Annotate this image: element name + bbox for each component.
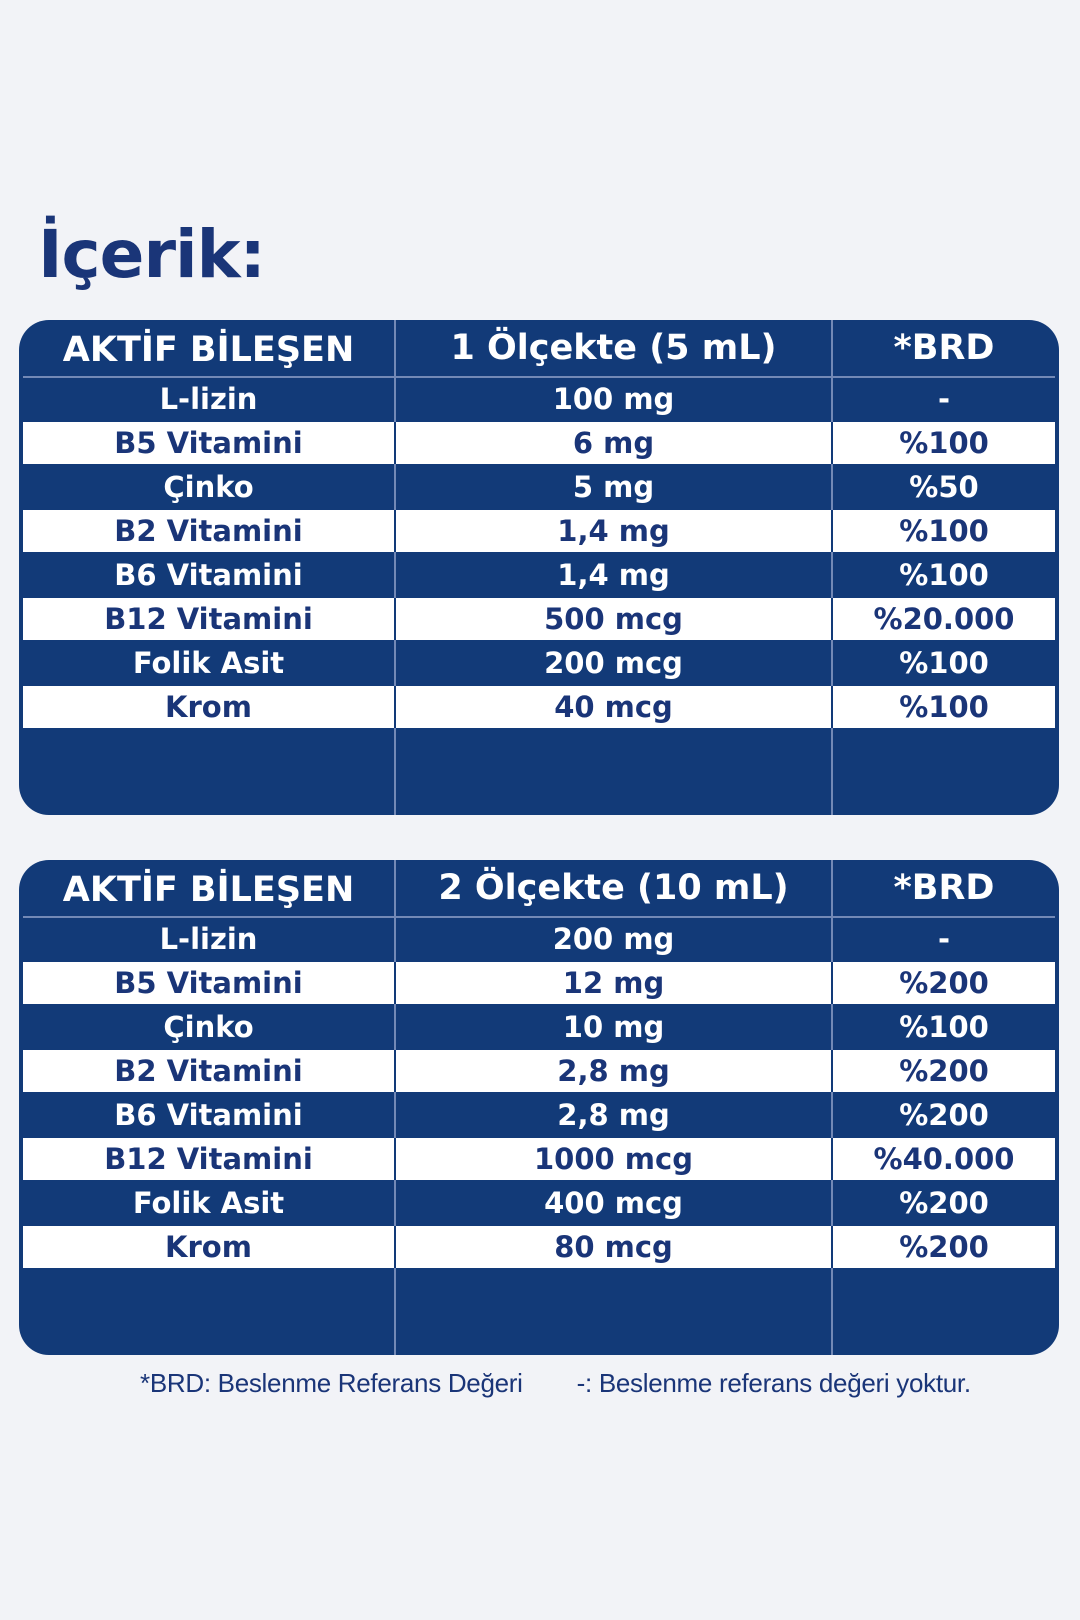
table-row xyxy=(23,642,1055,684)
ingredient-amount: 10 mg xyxy=(562,1010,665,1044)
ingredient-name: B5 Vitamini xyxy=(114,426,303,460)
ingredients-table-2-scoops xyxy=(19,860,1059,1355)
ingredient-name: Çinko xyxy=(163,1010,254,1044)
ingredient-name: Krom xyxy=(165,1230,252,1264)
ingredient-brd: %100 xyxy=(899,646,989,680)
ingredient-brd: %100 xyxy=(899,1010,989,1044)
header-amount: 1 Ölçekte (5 mL) xyxy=(450,328,777,368)
table-row xyxy=(23,510,1055,552)
table-row xyxy=(23,1050,1055,1092)
ingredient-brd: %50 xyxy=(909,470,979,504)
table-row xyxy=(23,962,1055,1004)
footnote-brd-definition: *BRD: Beslenme Referans Değeri xyxy=(140,1368,523,1398)
ingredient-brd: %40.000 xyxy=(873,1142,1015,1176)
table-row xyxy=(23,1138,1055,1180)
ingredient-name: Çinko xyxy=(163,470,254,504)
ingredient-brd: %100 xyxy=(899,514,989,548)
ingredient-amount: 5 mg xyxy=(572,470,655,504)
ingredient-amount: 2,8 mg xyxy=(557,1098,670,1132)
ingredient-amount: 1,4 mg xyxy=(557,514,670,548)
ingredient-amount: 500 mcg xyxy=(544,602,683,636)
table-row xyxy=(23,918,1055,960)
ingredient-brd: %20.000 xyxy=(873,602,1015,636)
table-row xyxy=(23,1182,1055,1224)
header-brd: *BRD xyxy=(893,328,995,368)
ingredient-amount: 200 mg xyxy=(552,922,675,956)
ingredient-amount: 100 mg xyxy=(552,382,675,416)
footnote-dash-definition: -: Beslenme referans değeri yoktur. xyxy=(576,1368,971,1398)
ingredient-brd: - xyxy=(937,382,951,416)
table-row xyxy=(23,1094,1055,1136)
ingredient-brd: %100 xyxy=(899,426,989,460)
ingredient-amount: 80 mcg xyxy=(554,1230,673,1264)
ingredient-brd: - xyxy=(937,922,951,956)
row-divider xyxy=(23,916,1055,918)
ingredient-name: Folik Asit xyxy=(132,1186,285,1220)
table-row xyxy=(23,1226,1055,1268)
ingredient-brd: %100 xyxy=(899,690,989,724)
table-header-row xyxy=(23,860,1055,916)
ingredient-brd: %200 xyxy=(899,1230,989,1264)
ingredient-name: Folik Asit xyxy=(132,646,285,680)
ingredient-brd: %100 xyxy=(899,558,989,592)
ingredients-table-1-scoop xyxy=(19,320,1059,815)
ingredient-name: L-lizin xyxy=(159,382,258,416)
ingredient-brd: %200 xyxy=(899,966,989,1000)
ingredient-amount: 200 mcg xyxy=(544,646,683,680)
ingredient-amount: 400 mcg xyxy=(544,1186,683,1220)
ingredient-amount: 1,4 mg xyxy=(557,558,670,592)
header-amount: 2 Ölçekte (10 mL) xyxy=(438,868,789,908)
ingredient-brd: %200 xyxy=(899,1054,989,1088)
ingredient-amount: 12 mg xyxy=(562,966,665,1000)
ingredient-name: B12 Vitamini xyxy=(104,602,313,636)
ingredient-amount: 40 mcg xyxy=(554,690,673,724)
page-title: İçerik: xyxy=(38,216,265,293)
ingredient-amount: 2,8 mg xyxy=(557,1054,670,1088)
table-row xyxy=(23,422,1055,464)
table-row xyxy=(23,378,1055,420)
ingredient-brd: %200 xyxy=(899,1186,989,1220)
header-active-ingredient: AKTİF BİLEŞEN xyxy=(62,330,355,370)
ingredient-name: B6 Vitamini xyxy=(114,558,303,592)
row-divider xyxy=(23,376,1055,378)
table-header-row xyxy=(23,320,1055,376)
ingredient-name: B6 Vitamini xyxy=(114,1098,303,1132)
ingredient-brd: %200 xyxy=(899,1098,989,1132)
ingredient-name: B5 Vitamini xyxy=(114,966,303,1000)
ingredient-name: B12 Vitamini xyxy=(104,1142,313,1176)
table-row xyxy=(23,1006,1055,1048)
ingredient-name: B2 Vitamini xyxy=(114,514,303,548)
ingredient-name: Krom xyxy=(165,690,252,724)
table-row xyxy=(23,466,1055,508)
ingredient-name: L-lizin xyxy=(159,922,258,956)
header-active-ingredient: AKTİF BİLEŞEN xyxy=(62,870,355,910)
ingredient-name: B2 Vitamini xyxy=(114,1054,303,1088)
table-row xyxy=(23,598,1055,640)
header-brd: *BRD xyxy=(893,868,995,908)
ingredient-amount: 6 mg xyxy=(572,426,655,460)
ingredient-amount: 1000 mcg xyxy=(534,1142,693,1176)
table-row xyxy=(23,686,1055,728)
footnote xyxy=(140,1368,971,1399)
table-row xyxy=(23,554,1055,596)
